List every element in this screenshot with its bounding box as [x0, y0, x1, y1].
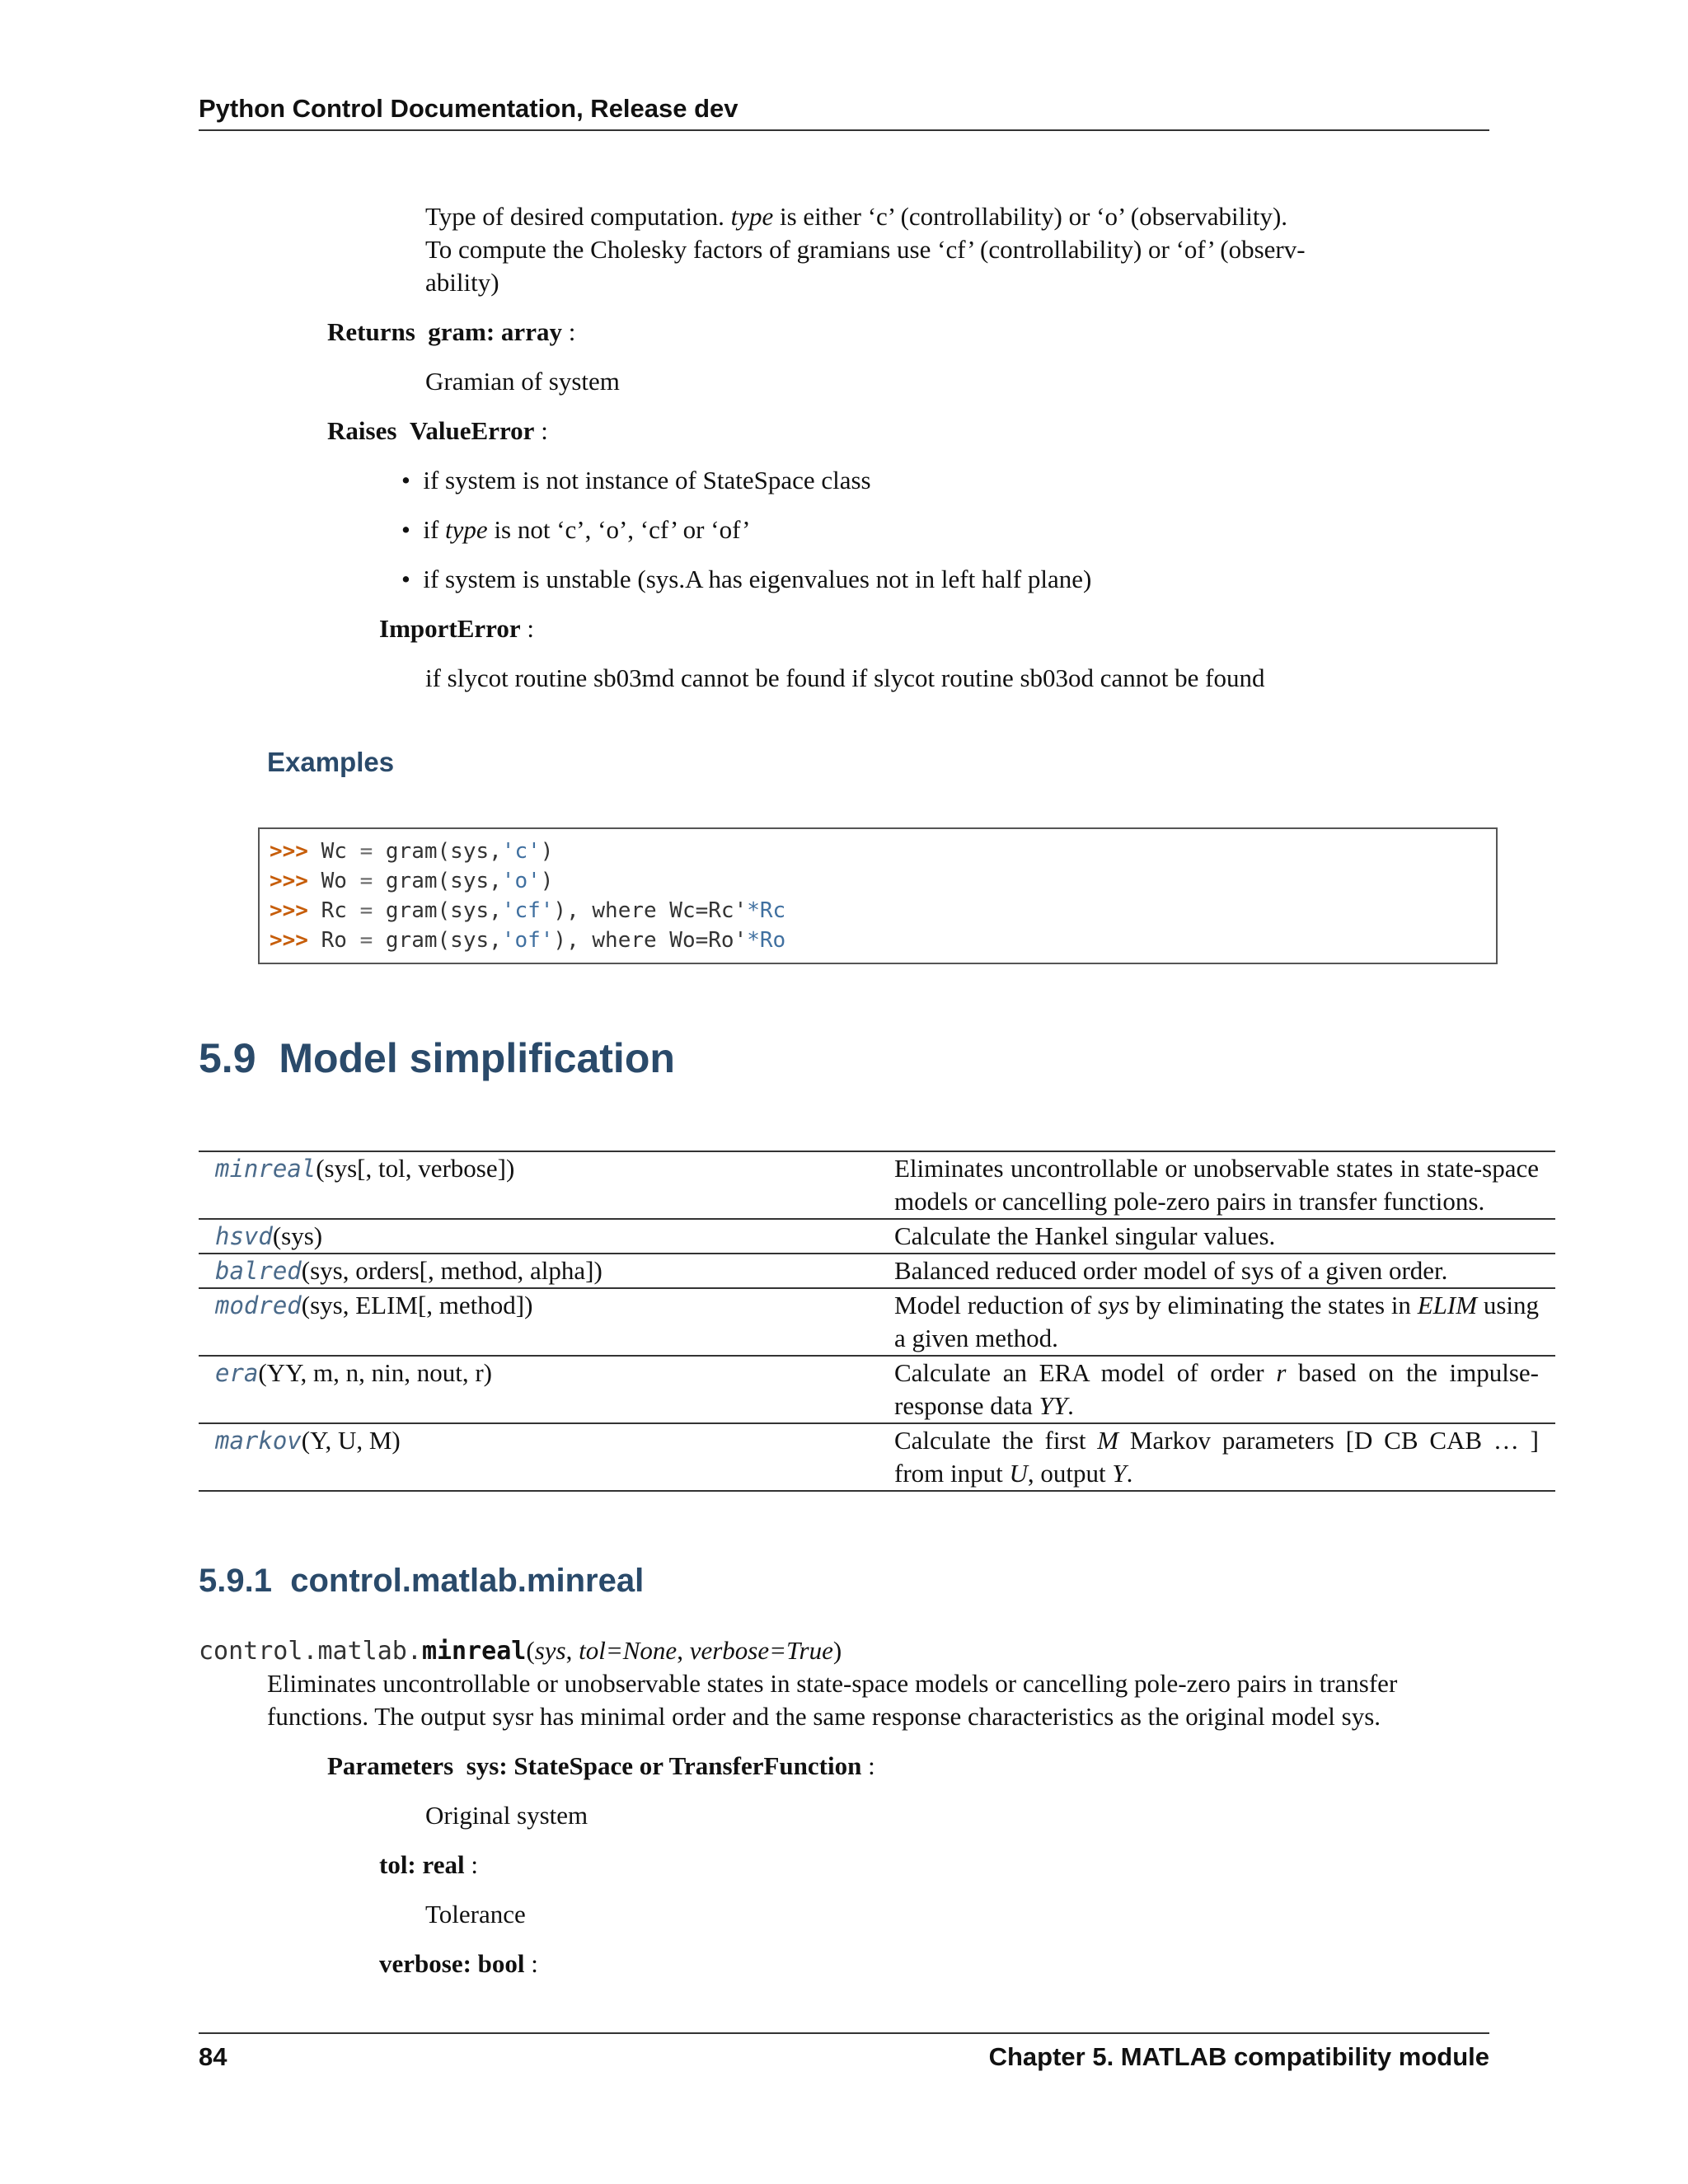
desc-text: Model reduction of	[894, 1291, 1099, 1319]
code-tail: *Rc	[747, 898, 786, 923]
function-link-era[interactable]: era	[215, 1359, 259, 1387]
bullet-italic: type	[445, 515, 488, 544]
footer-chapter-title: Chapter 5. MATLAB compatibility module	[988, 2042, 1489, 2071]
bullet-glyph: •	[401, 466, 410, 494]
code-call: gram(sys,	[385, 898, 502, 923]
desc-italic: sys	[1098, 1291, 1130, 1319]
desc-italic: M	[1097, 1426, 1119, 1455]
section-heading	[199, 1034, 675, 1082]
param-colon: :	[861, 1751, 875, 1780]
table-cell-description: Calculate the Hankel singular values.	[878, 1219, 1555, 1254]
code-op: =	[359, 869, 373, 893]
code-var: Wc	[321, 839, 347, 864]
desc-text: Markov parameters [D CB CAB … ] from input	[894, 1426, 1539, 1488]
code-close: ), where Wo=Ro	[553, 928, 734, 953]
returns-label: Returns	[327, 317, 415, 346]
returns-name: gram: array	[428, 317, 562, 346]
raises-name: ValueError	[409, 416, 535, 445]
desc-italic: ELIM	[1417, 1291, 1478, 1319]
import-error-field	[379, 612, 534, 645]
table-row	[199, 1356, 1555, 1423]
table-cell-signature	[199, 1288, 878, 1356]
function-link-balred[interactable]: balred	[215, 1257, 302, 1285]
table-cell-signature	[199, 1219, 878, 1254]
signature-paren: (	[526, 1636, 535, 1665]
code-var: Ro	[321, 928, 347, 953]
param-name: sys: StateSpace or TransferFunction	[466, 1751, 862, 1780]
signature-module: control.matlab.	[199, 1637, 422, 1666]
subsection-number: 5.9.1	[199, 1563, 272, 1599]
table-row	[199, 1254, 1555, 1288]
bullet-item-3	[401, 563, 1091, 596]
function-link-minreal[interactable]: minreal	[215, 1155, 316, 1183]
param-field-tol	[379, 1849, 478, 1882]
table-row	[199, 1423, 1555, 1491]
code-line	[270, 926, 785, 955]
returns-field	[327, 316, 575, 349]
desc-text: Calculate the first	[894, 1426, 1098, 1455]
desc-italic: YY	[1039, 1391, 1068, 1420]
code-line	[270, 896, 785, 926]
bullet-text: if system is not instance of StateSpace class	[423, 466, 871, 494]
subsection-title: control.matlab.minreal	[290, 1563, 645, 1599]
table-cell-signature	[199, 1356, 878, 1423]
function-args: (sys, orders[, method, alpha])	[301, 1256, 603, 1285]
running-header-title: Python Control Documentation, Release dev	[199, 94, 738, 123]
page-number: 84	[199, 2042, 227, 2071]
signature-sep: ,	[565, 1636, 579, 1665]
bullet-glyph: •	[401, 565, 410, 593]
param-colon: :	[464, 1850, 478, 1879]
code-quote: '	[734, 928, 748, 953]
table-row	[199, 1288, 1555, 1356]
param-description: Original system	[425, 1801, 588, 1830]
code-prompt: >>>	[270, 869, 308, 893]
desc-italic: Y	[1112, 1459, 1127, 1488]
raises-field	[327, 415, 548, 448]
minreal-description-line1: Eliminates uncontrollable or unobservable states in state-space models or cancelling pole-zero pairs in transfer	[267, 1669, 1398, 1698]
code-tail: *Ro	[747, 928, 786, 953]
code-string: 'of'	[501, 928, 554, 953]
param-field-verbose	[379, 1947, 538, 1980]
bullet-item-2	[401, 513, 750, 546]
desc-italic: U	[1009, 1459, 1028, 1488]
function-link-modred[interactable]: modred	[215, 1291, 302, 1319]
code-op: =	[359, 898, 373, 923]
signature-param: tol=None	[579, 1636, 678, 1665]
function-args: (sys)	[272, 1221, 323, 1250]
subsection-heading	[199, 1563, 644, 1600]
code-op: =	[359, 839, 373, 864]
type-description-line1	[425, 200, 1287, 233]
bullet-text: if system is unstable (sys.A has eigenvalues not in left half plane)	[423, 565, 1092, 593]
table-cell-description: Eliminates uncontrollable or unobservable states in state-space models or cancelling pole-zero pairs in transfer functions.	[878, 1151, 1555, 1219]
param-name: tol: real	[379, 1850, 465, 1879]
desc-text: by eliminating the states in	[1129, 1291, 1418, 1319]
footer-rule	[199, 2032, 1489, 2034]
param-name: verbose: bool	[379, 1949, 525, 1978]
import-error-description: if slycot routine sb03md cannot be found if slycot routine sb03od cannot be found	[425, 663, 1265, 692]
raises-label: Raises	[327, 416, 397, 445]
bullet-item-1	[401, 464, 871, 497]
signature-param: verbose=True	[689, 1636, 833, 1665]
examples-heading: Examples	[267, 747, 395, 777]
import-error-name: ImportError	[379, 614, 521, 643]
table-cell-description	[878, 1288, 1555, 1356]
code-string: 'c'	[501, 839, 541, 864]
type-desc-italic: type	[730, 202, 774, 231]
table-cell-description: Balanced reduced order model of sys of a given order.	[878, 1254, 1555, 1288]
function-args: (sys[, tol, verbose])	[316, 1154, 515, 1183]
signature-sep: ,	[677, 1636, 690, 1665]
function-signature	[199, 1636, 842, 1666]
signature-paren: )	[832, 1636, 842, 1665]
desc-italic: r	[1276, 1358, 1287, 1387]
param-colon: :	[524, 1949, 538, 1978]
table-cell-description	[878, 1423, 1555, 1491]
import-error-colon: :	[520, 614, 534, 643]
code-close: )	[540, 869, 554, 893]
code-example-block	[258, 827, 1498, 964]
bullet-text: is not ‘c’, ‘o’, ‘cf’ or ‘of’	[494, 515, 751, 544]
table-cell-signature	[199, 1423, 878, 1491]
code-line	[270, 866, 553, 896]
desc-text: using a given method.	[894, 1291, 1539, 1352]
code-string: 'cf'	[501, 898, 554, 923]
table-row	[199, 1151, 1555, 1219]
code-quote: '	[734, 898, 748, 923]
signature-param: sys	[534, 1636, 566, 1665]
table-row	[199, 1219, 1555, 1254]
returns-description: Gramian of system	[425, 367, 620, 396]
table-cell-signature	[199, 1254, 878, 1288]
code-prompt: >>>	[270, 928, 308, 953]
code-close: ), where Wc=Rc	[553, 898, 734, 923]
signature-name: minreal	[421, 1637, 527, 1666]
table-cell-signature	[199, 1151, 878, 1219]
parameters-field	[327, 1750, 875, 1783]
code-var: Rc	[321, 898, 347, 923]
code-string: 'o'	[501, 869, 541, 893]
bullet-prefix: if	[423, 515, 439, 544]
function-args: (Y, U, M)	[301, 1426, 401, 1455]
code-op: =	[359, 928, 373, 953]
function-args: (YY, m, n, nin, nout, r)	[258, 1358, 492, 1387]
header-rule	[199, 129, 1489, 131]
function-link-hsvd[interactable]: hsvd	[215, 1222, 273, 1250]
code-line	[270, 837, 553, 866]
raises-colon: :	[534, 416, 548, 445]
param-description: Tolerance	[425, 1900, 526, 1929]
code-prompt: >>>	[270, 839, 308, 864]
code-var: Wo	[321, 869, 347, 893]
function-args: (sys, ELIM[, method])	[301, 1291, 533, 1319]
code-call: gram(sys,	[385, 869, 502, 893]
returns-colon: :	[561, 317, 576, 346]
desc-text: Calculate an ERA model of order	[894, 1358, 1277, 1387]
code-prompt: >>>	[270, 898, 308, 923]
function-summary-table	[199, 1151, 1555, 1492]
code-call: gram(sys,	[385, 928, 502, 953]
minreal-description-line2: functions. The output sysr has minimal order and the same response characteristics as the original model sys.	[267, 1702, 1381, 1731]
type-description-line3: ability)	[425, 268, 499, 297]
type-desc-text-b: is either ‘c’ (controllability) or ‘o’ (observability).	[779, 202, 1288, 231]
desc-text: .	[1067, 1391, 1074, 1420]
desc-text: based on the impulse-response data	[894, 1358, 1539, 1420]
desc-text: , output	[1027, 1459, 1113, 1488]
type-description-line2: To compute the Cholesky factors of gramians use ‘cf’ (controllability) or ‘of’ (observ-	[425, 235, 1306, 264]
desc-text: .	[1126, 1459, 1133, 1488]
code-call: gram(sys,	[385, 839, 502, 864]
section-number: 5.9	[199, 1035, 256, 1081]
type-desc-text-a: Type of desired computation.	[425, 202, 724, 231]
table-cell-description	[878, 1356, 1555, 1423]
section-title: Model simplification	[279, 1035, 675, 1081]
code-close: )	[540, 839, 554, 864]
function-link-markov[interactable]: markov	[215, 1427, 302, 1455]
bullet-glyph: •	[401, 515, 410, 544]
parameters-label: Parameters	[327, 1751, 454, 1780]
